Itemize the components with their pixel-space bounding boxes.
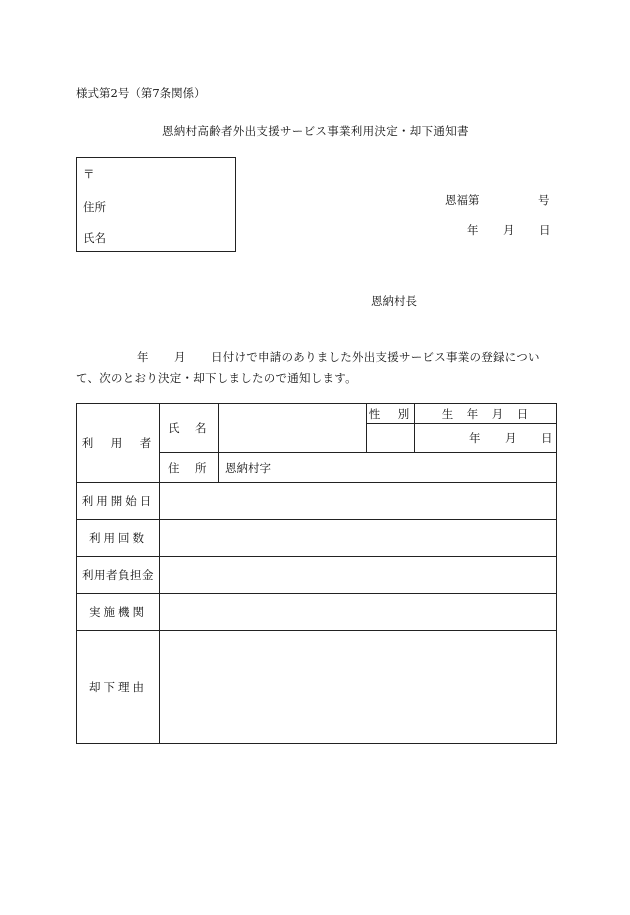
reject-reason-label: 却下理由 xyxy=(77,631,160,744)
agency-value[interactable] xyxy=(160,594,557,631)
reject-reason-value[interactable] xyxy=(160,631,557,744)
user-name-value[interactable] xyxy=(219,404,367,453)
user-address-value[interactable]: 恩納村字 xyxy=(219,453,557,483)
issuer-name: 恩納村長 xyxy=(371,294,417,308)
document-title: 恩納村高齢者外出支援サービス事業利用決定・却下通知書 xyxy=(162,124,469,138)
notice-table xyxy=(76,403,557,744)
user-label: 利 用 者 xyxy=(77,404,160,483)
birth-month-label: 月 xyxy=(505,431,517,445)
address-label: 住所 xyxy=(83,200,106,214)
form-number: 様式第2号（第7条関係） xyxy=(76,86,206,100)
usage-count-value[interactable] xyxy=(160,520,557,557)
body-text-line2: て、次のとおり決定・却下しましたので通知します。 xyxy=(76,371,357,385)
issue-month-label: 月 xyxy=(503,223,515,237)
birth-date-value[interactable] xyxy=(415,424,557,453)
birth-year-label: 年 xyxy=(469,431,481,445)
gender-value[interactable] xyxy=(367,424,415,453)
issue-day-label: 日 xyxy=(539,223,551,237)
user-address-label: 住 所 xyxy=(160,453,219,483)
gender-label: 性 別 xyxy=(367,404,415,424)
user-charge-label: 利用者負担金 xyxy=(77,557,160,594)
start-date-label: 利用開始日 xyxy=(77,483,160,520)
usage-count-label: 利用回数 xyxy=(77,520,160,557)
issue-year-label: 年 xyxy=(467,223,479,237)
doc-number-prefix: 恩福第 xyxy=(445,193,480,207)
agency-label: 実施機関 xyxy=(77,594,160,631)
recipient-address-box xyxy=(76,157,236,252)
birth-date-label: 生 年 月 日 xyxy=(415,404,557,424)
doc-number-suffix: 号 xyxy=(538,193,550,207)
start-date-value[interactable] xyxy=(160,483,557,520)
user-charge-value[interactable] xyxy=(160,557,557,594)
body-year-label: 年 xyxy=(137,350,149,364)
body-text-line1: 日付けで申請のありました外出支援サービス事業の登録につい xyxy=(211,350,540,364)
birth-day-label: 日 xyxy=(541,431,553,445)
name-label: 氏名 xyxy=(83,231,106,245)
postal-mark: 〒 xyxy=(83,167,95,181)
body-month-label: 月 xyxy=(174,350,186,364)
user-name-label: 氏 名 xyxy=(160,404,219,453)
